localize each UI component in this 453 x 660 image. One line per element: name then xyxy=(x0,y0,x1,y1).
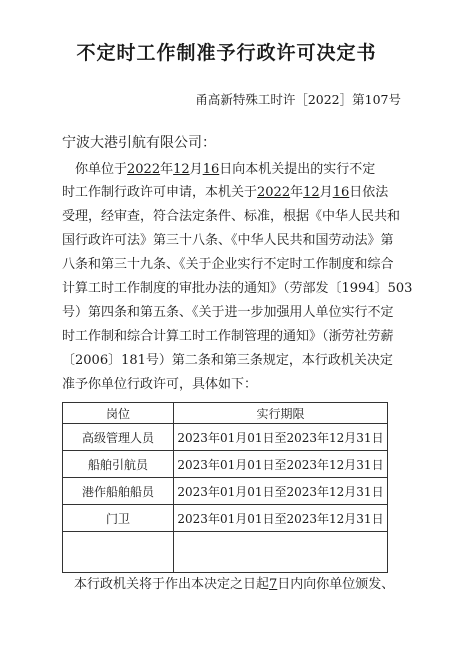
permit-table xyxy=(62,402,388,573)
body-line-4: 国行政许可法》第三十八条、《中华人民共和国劳动法》第 xyxy=(62,233,394,248)
cell-position: 船舶引航员 xyxy=(63,451,174,478)
addressee: 宁波大港引航有限公司： xyxy=(62,135,216,151)
body-line-7: 号）第四条和第五条、《关于进一步加强用人单位实行不定 xyxy=(62,305,394,320)
header-period: 实行期限 xyxy=(174,403,388,424)
cell-period: 2023年01月01日至2023年12月31日 xyxy=(174,505,388,532)
table-row xyxy=(63,451,388,478)
table-row xyxy=(63,505,388,532)
body-line-10: 准予你单位行政许可，具体如下： xyxy=(62,377,258,392)
cell-position: 港作船舶船员 xyxy=(63,478,174,505)
body-line-5: 八条和第三十九条、《关于企业实行不定时工作制度和综合 xyxy=(62,257,394,272)
cell-position xyxy=(63,532,174,573)
body-line-1: 你单位于2022年12月16日向本机关提出的实行不定 xyxy=(75,162,376,177)
body-line-2: 时工作制行政许可申请，本机关于2022年12月16日依法 xyxy=(62,185,389,200)
cell-position: 门卫 xyxy=(63,505,174,532)
closing-line: 本行政机关将于作出本决定之日起7日内向你单位颁发、 xyxy=(74,577,395,592)
body-line-8: 时工作制和综合计算工时工作制管理的通知》（浙劳社劳薪 xyxy=(62,329,394,344)
document-number: 甬高新特殊工时许［2022］第107号 xyxy=(195,92,401,107)
table-row-empty xyxy=(63,532,388,573)
cell-period: 2023年01月01日至2023年12月31日 xyxy=(174,478,388,505)
table-row xyxy=(63,478,388,505)
table-header-row xyxy=(63,403,388,424)
document-title: 不定时工作制准予行政许可决定书 xyxy=(76,42,377,64)
cell-position: 高级管理人员 xyxy=(63,424,174,451)
body-line-6: 计算工时工作制度的审批办法的通知》（劳部发〔1994〕503 xyxy=(62,281,413,296)
cell-period xyxy=(174,532,388,573)
body-line-9: 〔2006〕181号）第二条和第三条规定，本行政机关决定 xyxy=(62,353,393,368)
header-position: 岗位 xyxy=(63,403,174,424)
cell-period: 2023年01月01日至2023年12月31日 xyxy=(174,424,388,451)
cell-period: 2023年01月01日至2023年12月31日 xyxy=(174,451,388,478)
body-line-3: 受理，经审查，符合法定条件、标准，根据《中华人民共和 xyxy=(62,209,401,224)
table-row xyxy=(63,424,388,451)
